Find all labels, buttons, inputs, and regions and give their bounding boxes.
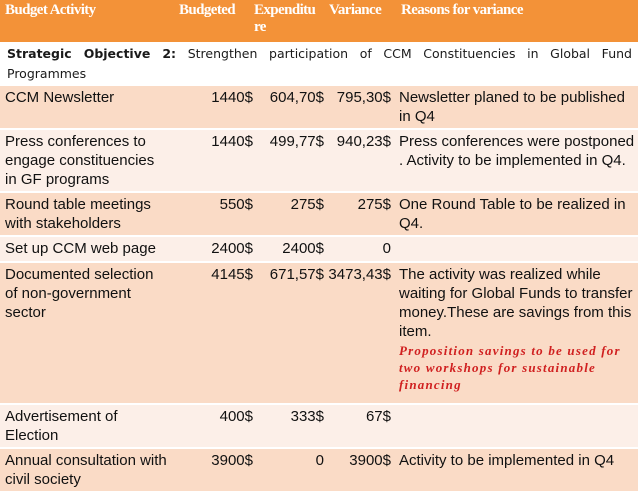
cell-reason: Newsletter planed to be published in Q4 [399,89,625,125]
cell-expenditure: 499,77$ [269,133,324,150]
table-row [0,193,638,235]
cell-budgeted: 4145$ [211,266,253,283]
cell-expenditure: 671,57$ [269,266,324,283]
table-row [0,237,638,261]
objective-label: Strategic Objective 2: [7,46,177,61]
cell-budgeted: 550$ [219,196,253,213]
table-header [0,0,638,42]
strategic-objective [0,42,638,86]
cell-variance: 795,30$ [336,89,391,106]
cell-activity: Annual consultation with civil society [5,452,167,488]
cell-expenditure: 333$ [290,408,324,425]
savings-note: Proposition savings to be used for two workshops for sustainable financing [399,343,621,392]
cell-variance: 67$ [365,408,391,425]
cell-reason: One Round Table to be realized in Q4. [399,196,626,232]
cell-activity: Round table meetings with stakeholders [5,196,151,232]
cell-budgeted: 2400$ [211,240,253,257]
objective-text: Strengthen participation of CCM Constituencies in Global Fund Programmes [7,46,632,81]
cell-reason: The activity was realized while waiting for Global Funds to transfer money.These are savings from this item. [399,266,633,340]
header-reasons: Reasons for variance [401,2,523,18]
cell-expenditure: 275$ [290,196,324,213]
table-row [0,130,638,191]
cell-variance: 3900$ [349,452,391,469]
cell-variance: 940,23$ [336,133,391,150]
cell-activity: Press conferences to engage constituencies in GF programs [5,133,155,188]
cell-expenditure: 2400$ [282,240,324,257]
table-row [0,263,638,403]
header-expenditure: Expenditure [254,2,316,35]
header-variance: Variance [329,2,382,18]
cell-variance: 0 [382,240,391,257]
cell-reason: Press conferences were postponed . Activity to be implemented in Q4. [399,133,635,169]
table-row [0,405,638,447]
cell-expenditure: 0 [315,452,324,469]
cell-activity: Documented selection of non-government sector [5,266,154,321]
table-row [0,86,638,128]
table-row [0,449,638,491]
cell-variance: 3473,43$ [328,266,391,283]
cell-reason: Activity to be implemented in Q4 [399,452,615,469]
cell-budgeted: 1440$ [211,133,253,150]
header-budgeted: Budgeted [179,2,236,18]
cell-activity: Advertisement of Election [5,408,118,444]
cell-variance: 275$ [357,196,391,213]
header-activity: Budget Activity [5,2,96,18]
cell-budgeted: 3900$ [211,452,253,469]
cell-activity: Set up CCM web page [5,240,156,257]
cell-activity: CCM Newsletter [5,89,115,106]
cell-reason-block [399,265,635,393]
cell-budgeted: 1440$ [211,89,253,106]
cell-expenditure: 604,70$ [269,89,324,106]
cell-budgeted: 400$ [219,408,253,425]
